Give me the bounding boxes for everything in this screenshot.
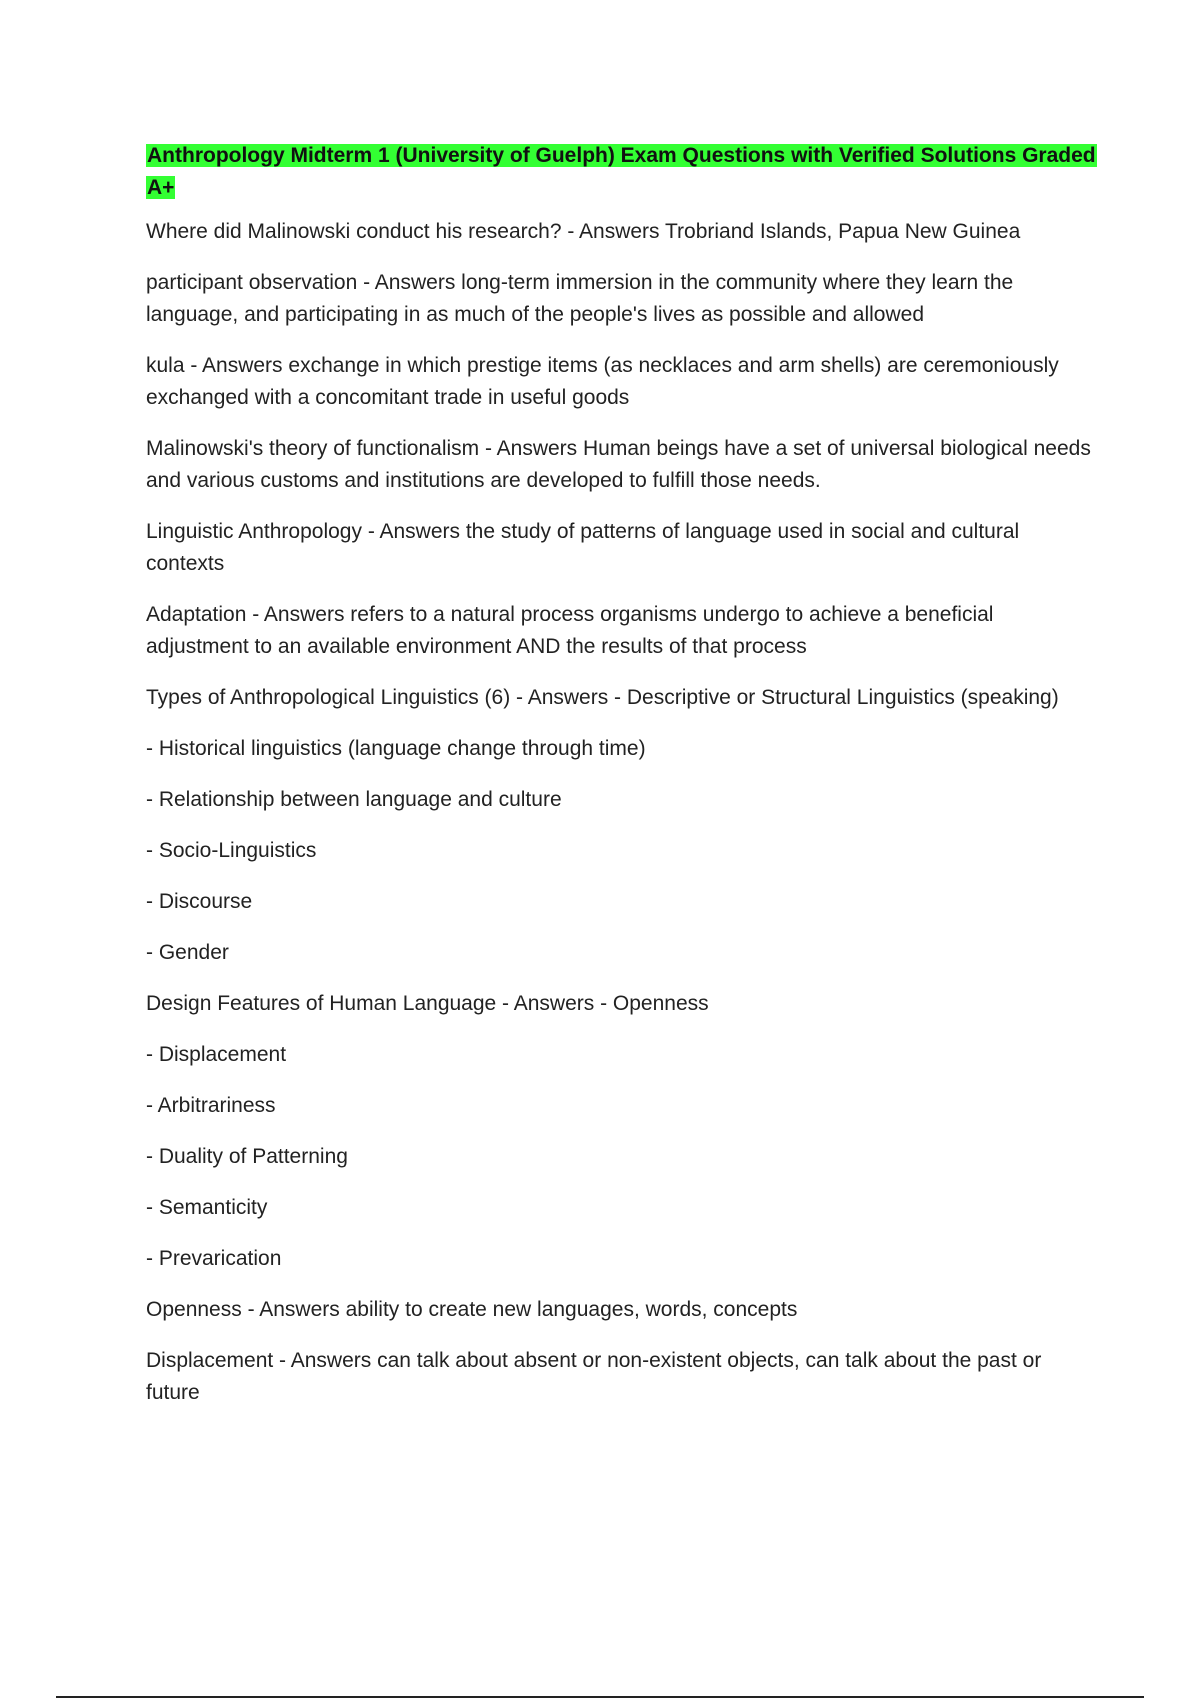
list-item: - Prevarication bbox=[146, 1247, 282, 1270]
qa-entry: Adaptation - Answers refers to a natural process organisms undergo to achieve a beneficial adjustment to an available environment AND the results of that process bbox=[146, 603, 994, 658]
qa-entry: Malinowski's theory of functionalism - Answers Human beings have a set of universal biological needs and various customs and institutions are developed to fulfill those needs. bbox=[146, 437, 1091, 492]
list-item: - Gender bbox=[146, 941, 229, 964]
list-item: - Arbitrariness bbox=[146, 1094, 276, 1117]
document-title bbox=[146, 140, 1096, 204]
list-item: - Duality of Patterning bbox=[146, 1145, 348, 1168]
document-body bbox=[146, 140, 1096, 1428]
qa-entry: Where did Malinowski conduct his research? - Answers Trobriand Islands, Papua New Guinea bbox=[146, 220, 1021, 243]
qa-entry: Linguistic Anthropology - Answers the study of patterns of language used in social and cultural contexts bbox=[146, 520, 1020, 575]
qa-entry: participant observation - Answers long-term immersion in the community where they learn the language, and participating in as much of the people's lives as possible and allowed bbox=[146, 271, 1014, 326]
page-bottom-divider bbox=[56, 1696, 1144, 1698]
list-item: - Historical linguistics (language change through time) bbox=[146, 737, 646, 760]
list-item: - Relationship between language and culture bbox=[146, 788, 562, 811]
title-highlight: Anthropology Midterm 1 (University of Guelph) Exam Questions with Verified Solutions Graded A+ bbox=[147, 144, 1096, 199]
qa-entry: kula - Answers exchange in which prestige items (as necklaces and arm shells) are ceremoniously exchanged with a concomitant trade in useful goods bbox=[146, 354, 1059, 409]
list-item: - Displacement bbox=[146, 1043, 287, 1066]
list-item: - Semanticity bbox=[146, 1196, 268, 1219]
qa-entry: Design Features of Human Language - Answers - Openness bbox=[146, 992, 709, 1015]
list-item: - Socio-Linguistics bbox=[146, 839, 317, 862]
list-item: - Discourse bbox=[146, 890, 253, 913]
qa-entry: Displacement - Answers can talk about absent or non-existent objects, can talk about the past or future bbox=[146, 1349, 1042, 1404]
qa-entry: Types of Anthropological Linguistics (6) - Answers - Descriptive or Structural Linguistics (speaking) bbox=[146, 686, 1059, 709]
qa-entry: Openness - Answers ability to create new languages, words, concepts bbox=[146, 1298, 798, 1321]
